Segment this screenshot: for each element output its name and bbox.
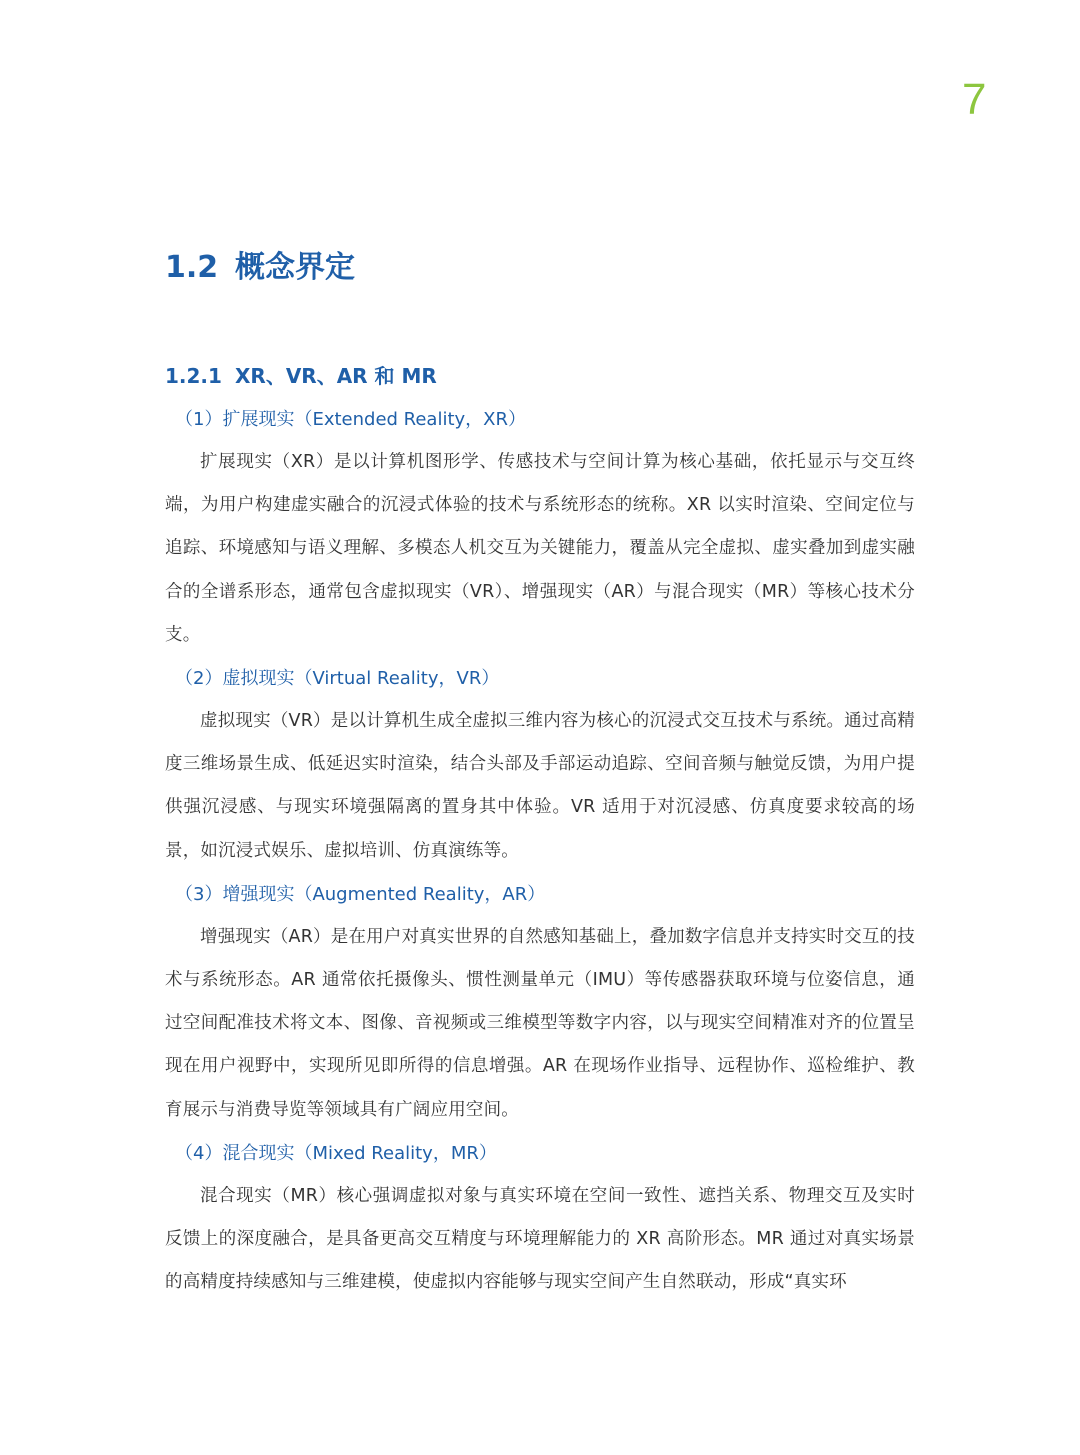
paragraph-ar: 增强现实（AR）是在用户对真实世界的自然感知基础上，叠加数字信息并支持实时交互的技术与系统形态。AR 通常依托摄像头、惯性测量单元（IMU）等传感器获取环境与位姿信息，通过空间配准技术将文本、图像、音视频或三维模型等数字内容，以与现实空间精准对齐的位置呈现在用户视野中，实现所见即所得的信息增强。AR 在现场作业指导、远程协作、巡检维护、教育展示与消费导览等领域具有广阔应用空间。 — [165, 926, 915, 1120]
paragraph-mr: 混合现实（MR）核心强调虚拟对象与真实环境在空间一致性、遮挡关系、物理交互及实时反馈上的深度融合，是具备更高交互精度与环境理解能力的 XR 高阶形态。MR 通过对真实场景的高精度持续感知与三维建模，使虚拟内容能够与现实空间产生自然联动，形成“真实环 — [165, 1185, 915, 1293]
subsection-title: XR、VR、AR 和 MR — [235, 364, 437, 388]
subsection-number: 1.2.1 — [165, 364, 222, 388]
term-heading-xr: （1）扩展现实（Extended Reality，XR） — [175, 409, 527, 430]
term-heading-ar: （3）增强现实（Augmented Reality，AR） — [175, 883, 546, 905]
paragraph-vr: 虚拟现实（VR）是以计算机生成全虚拟三维内容为核心的沉浸式交互技术与系统。通过高精度三维场景生成、低延迟实时渲染，结合头部及手部运动追踪、空间音频与触觉反馈，为用户提供强沉浸感、与现实环境强隔离的置身其中体验。VR 适用于对沉浸感、仿真度要求较高的场景，如沉浸式娱乐、虚拟培训、仿真演练等。 — [165, 711, 915, 861]
subsection-heading — [165, 356, 915, 396]
page-number: 7 — [962, 75, 987, 124]
section-number: 1.2 — [165, 250, 219, 285]
document-body — [165, 356, 915, 1304]
term-heading-vr: （2）虚拟现实（Virtual Reality，VR） — [175, 668, 500, 690]
section-title: 概念界定 — [235, 250, 355, 285]
term-heading-mr: （4）混合现实（Mixed Reality，MR） — [175, 1142, 497, 1164]
section-heading — [165, 248, 355, 288]
paragraph-xr: 扩展现实（XR）是以计算机图形学、传感技术与空间计算为核心基础，依托显示与交互终端，为用户构建虚实融合的沉浸式体验的技术与系统形态的统称。XR 以实时渲染、空间定位与追踪、环境感知与语义理解、多模态人机交互为关键能力，覆盖从完全虚拟、虚实叠加到虚实融合的全谱系形态，通常包含虚拟现实（VR）、增强现实（AR）与混合现实（MR）等核心技术分支。 — [165, 452, 915, 645]
